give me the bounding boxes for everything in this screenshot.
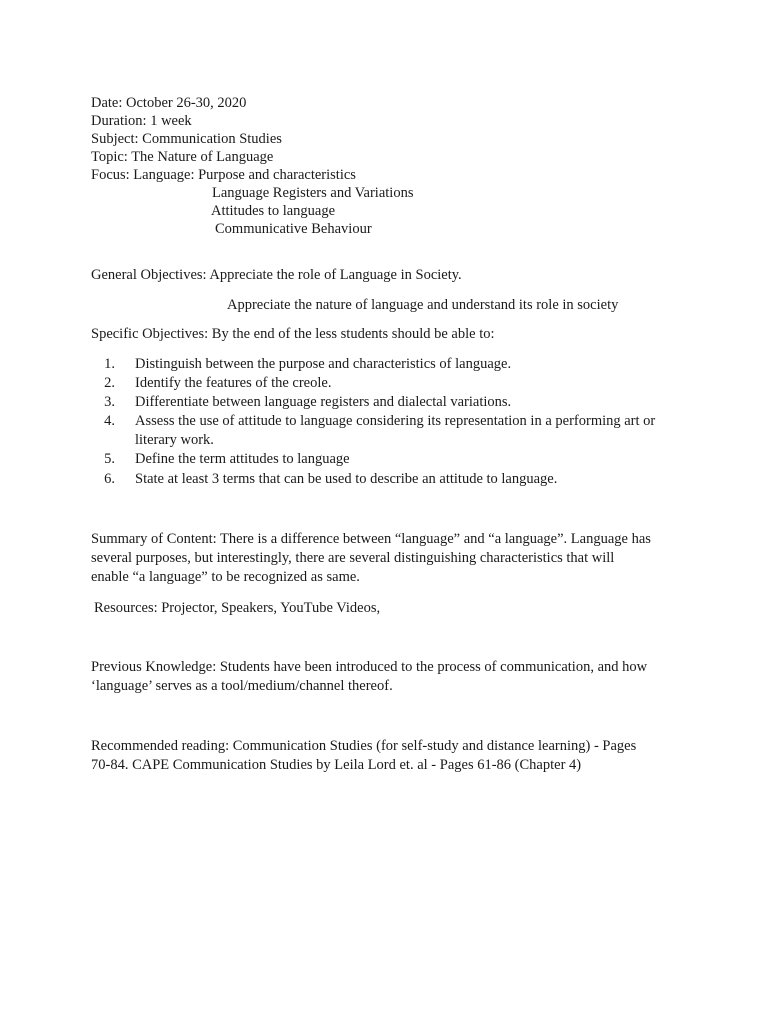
focus-item: Communicative Behaviour [215, 221, 372, 237]
focus-item: Attitudes to language [211, 203, 336, 219]
list-number: 4. [104, 413, 115, 429]
general-objectives-line: General Objectives: Appreciate the role of Language in Society. [91, 267, 462, 283]
list-text-continuation: literary work. [135, 432, 214, 448]
topic-line: Topic: The Nature of Language [91, 149, 274, 165]
list-text: Distinguish between the purpose and characteristics of language. [135, 356, 512, 372]
focus-line: Focus: Language: Purpose and characteristics [91, 167, 356, 183]
list-text: Identify the features of the creole. [135, 375, 332, 391]
recommended-reading-line: Recommended reading: Communication Studies (for self-study and distance learning) - Pages [91, 738, 637, 754]
list-number: 5. [104, 451, 115, 467]
list-text: Define the term attitudes to language [135, 451, 350, 467]
duration-line: Duration: 1 week [91, 113, 192, 129]
list-text: Differentiate between language registers and dialectal variations. [135, 394, 512, 410]
specific-objectives-intro: Specific Objectives: By the end of the less students should be able to: [91, 326, 495, 342]
list-number: 3. [104, 394, 115, 410]
list-text: State at least 3 terms that can be used to describe an attitude to language. [135, 471, 558, 487]
subject-line: Subject: Communication Studies [91, 131, 282, 147]
resources-line: Resources: Projector, Speakers, YouTube Videos, [94, 600, 381, 616]
focus-item: Language Registers and Variations [212, 185, 414, 201]
list-number: 2. [104, 375, 115, 391]
list-text: Assess the use of attitude to language considering its representation in a performing art or [135, 413, 656, 429]
list-number: 1. [104, 356, 115, 372]
previous-knowledge-line: ‘language’ serves as a tool/medium/channel thereof. [91, 678, 393, 694]
date-line: Date: October 26-30, 2020 [91, 95, 247, 111]
previous-knowledge-line: Previous Knowledge: Students have been introduced to the process of communication, and how [91, 659, 648, 675]
summary-line: enable “a language” to be recognized as same. [91, 569, 360, 585]
summary-line: Summary of Content: There is a difference between “language” and “a language”. Language has [91, 531, 651, 547]
general-objectives-line: Appreciate the nature of language and understand its role in society [227, 297, 619, 313]
summary-line: several purposes, but interestingly, there are several distinguishing characteristics that will [91, 550, 615, 566]
recommended-reading-line: 70-84. CAPE Communication Studies by Leila Lord et. al - Pages 61-86 (Chapter 4) [91, 757, 582, 773]
list-number: 6. [104, 471, 115, 487]
